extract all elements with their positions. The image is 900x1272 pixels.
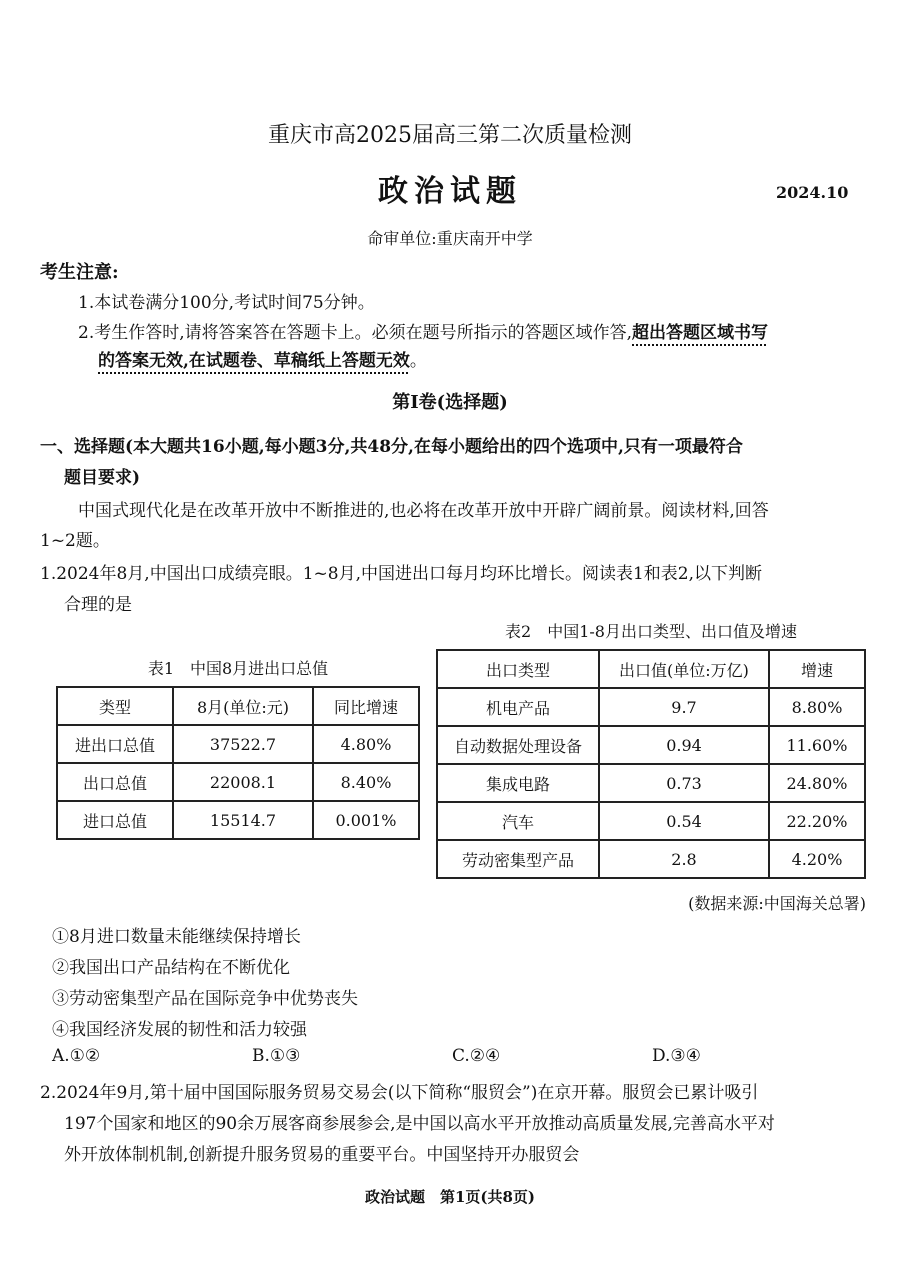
table2-header-cell: 增速: [769, 650, 865, 688]
q2-stem-line2: 197个国家和地区的90余万展客商参展参会,是中国以高水平开放推动高质量发展,完善高水平对: [64, 1114, 775, 1134]
table2-cell: 2.8: [599, 840, 769, 878]
table2-cell: 机电产品: [437, 688, 599, 726]
table1-cell: 4.80%: [313, 725, 419, 763]
table1-row: [57, 801, 419, 839]
notice-item-2-emphasis-cont: 的答案无效,在试题卷、草稿纸上答题无效: [98, 351, 410, 371]
table1-row: [57, 725, 419, 763]
table1-row: [57, 763, 419, 801]
table2-row: [437, 802, 865, 840]
data-source: (数据来源:中国海关总署): [688, 894, 866, 913]
table2-cell: 22.20%: [769, 802, 865, 840]
table2-header-cell: 出口类型: [437, 650, 599, 688]
exam-top-title: 重庆市高2025届高三第二次质量检测: [268, 123, 632, 148]
notice-item-2-end: 。: [409, 351, 427, 371]
option-b[interactable]: B.①③: [252, 1046, 301, 1066]
table2-cell: 24.80%: [769, 764, 865, 802]
notice-item-2-line2: [98, 346, 427, 371]
table2-cell: 0.54: [599, 802, 769, 840]
table1-cell: 0.001%: [313, 801, 419, 839]
table1-cell: 8.40%: [313, 763, 419, 801]
q2-stem-line3: 外开放体制机制,创新提升服务贸易的重要平台。中国坚持开办服贸会: [64, 1145, 580, 1165]
table1-caption: 表1 中国8月进出口总值: [147, 659, 329, 678]
exam-date: 2024.10: [776, 183, 849, 202]
table1: [56, 686, 420, 840]
statement-1: ①8月进口数量未能继续保持增长: [52, 927, 301, 947]
exam-main-title: 政治试题: [378, 174, 522, 209]
table2-cell: 0.94: [599, 726, 769, 764]
page-footer: 政治试题 第1页(共8页): [364, 1188, 536, 1206]
table1-header-row: [57, 687, 419, 725]
option-d[interactable]: D.③④: [652, 1046, 701, 1066]
table2-cell: 劳动密集型产品: [437, 840, 599, 878]
setter-unit: 命审单位:重庆南开中学: [367, 229, 533, 248]
table2-row: [437, 840, 865, 878]
table1-cell: 15514.7: [173, 801, 313, 839]
statement-3: ③劳动密集型产品在国际竞争中优势丧失: [52, 989, 358, 1009]
table2: [436, 649, 866, 879]
q1-options: [52, 1046, 852, 1066]
option-a[interactable]: A.①②: [52, 1046, 101, 1066]
table1-header-cell: 8月(单位:元): [173, 687, 313, 725]
table2-row: [437, 688, 865, 726]
table1-cell: 出口总值: [57, 763, 173, 801]
table1-cell: 进出口总值: [57, 725, 173, 763]
table2-header-cell: 出口值(单位:万亿): [599, 650, 769, 688]
table1-header-cell: 类型: [57, 687, 173, 725]
notice-heading: 考生注意:: [40, 262, 119, 283]
option-c[interactable]: C.②④: [452, 1046, 501, 1066]
table2-cell: 0.73: [599, 764, 769, 802]
intro-line1: 中国式现代化是在改革开放中不断推进的,也必将在改革开放中开辟广阔前景。阅读材料,回答: [78, 501, 769, 521]
table2-cell: 汽车: [437, 802, 599, 840]
table2-header-row: [437, 650, 865, 688]
table2-caption: 表2 中国1-8月出口类型、出口值及增速: [505, 622, 797, 641]
table2-row: [437, 764, 865, 802]
q1-stem-line1: 1.2024年8月,中国出口成绩亮眼。1~8月,中国进出口每月均环比增长。阅读表1和表2,以下判断: [40, 564, 763, 584]
notice-item-2-text: 2.考生作答时,请将答案答在答题卡上。必须在题号所指示的答题区域作答,: [78, 323, 633, 343]
table2-cell: 4.20%: [769, 840, 865, 878]
table2-cell: 9.7: [599, 688, 769, 726]
part1-instruction-line2: 题目要求): [64, 468, 141, 488]
statement-4: ④我国经济发展的韧性和活力较强: [52, 1020, 307, 1040]
table2-row: [437, 726, 865, 764]
intro-line2: 1~2题。: [40, 531, 110, 551]
table2-cell: 11.60%: [769, 726, 865, 764]
table1-cell: 37522.7: [173, 725, 313, 763]
table2-cell: 集成电路: [437, 764, 599, 802]
section-title: 第Ⅰ卷(选择题): [392, 392, 508, 413]
notice-item-1: 1.本试卷满分100分,考试时间75分钟。: [78, 293, 375, 313]
q2-stem-line1: 2.2024年9月,第十届中国国际服务贸易交易会(以下简称“服贸会”)在京开幕。服贸会已累计吸引: [40, 1083, 759, 1103]
q1-stem-line2: 合理的是: [64, 595, 132, 615]
table2-cell: 自动数据处理设备: [437, 726, 599, 764]
table1-cell: 22008.1: [173, 763, 313, 801]
table2-cell: 8.80%: [769, 688, 865, 726]
part1-instruction-line1: 一、选择题(本大题共16小题,每小题3分,共48分,在每小题给出的四个选项中,只有一项最符合: [40, 437, 743, 457]
notice-item-2-line1: [78, 318, 878, 343]
notice-item-2-emphasis: 超出答题区域书写: [632, 323, 769, 343]
table1-header-cell: 同比增速: [313, 687, 419, 725]
statement-2: ②我国出口产品结构在不断优化: [52, 958, 290, 978]
table1-cell: 进口总值: [57, 801, 173, 839]
